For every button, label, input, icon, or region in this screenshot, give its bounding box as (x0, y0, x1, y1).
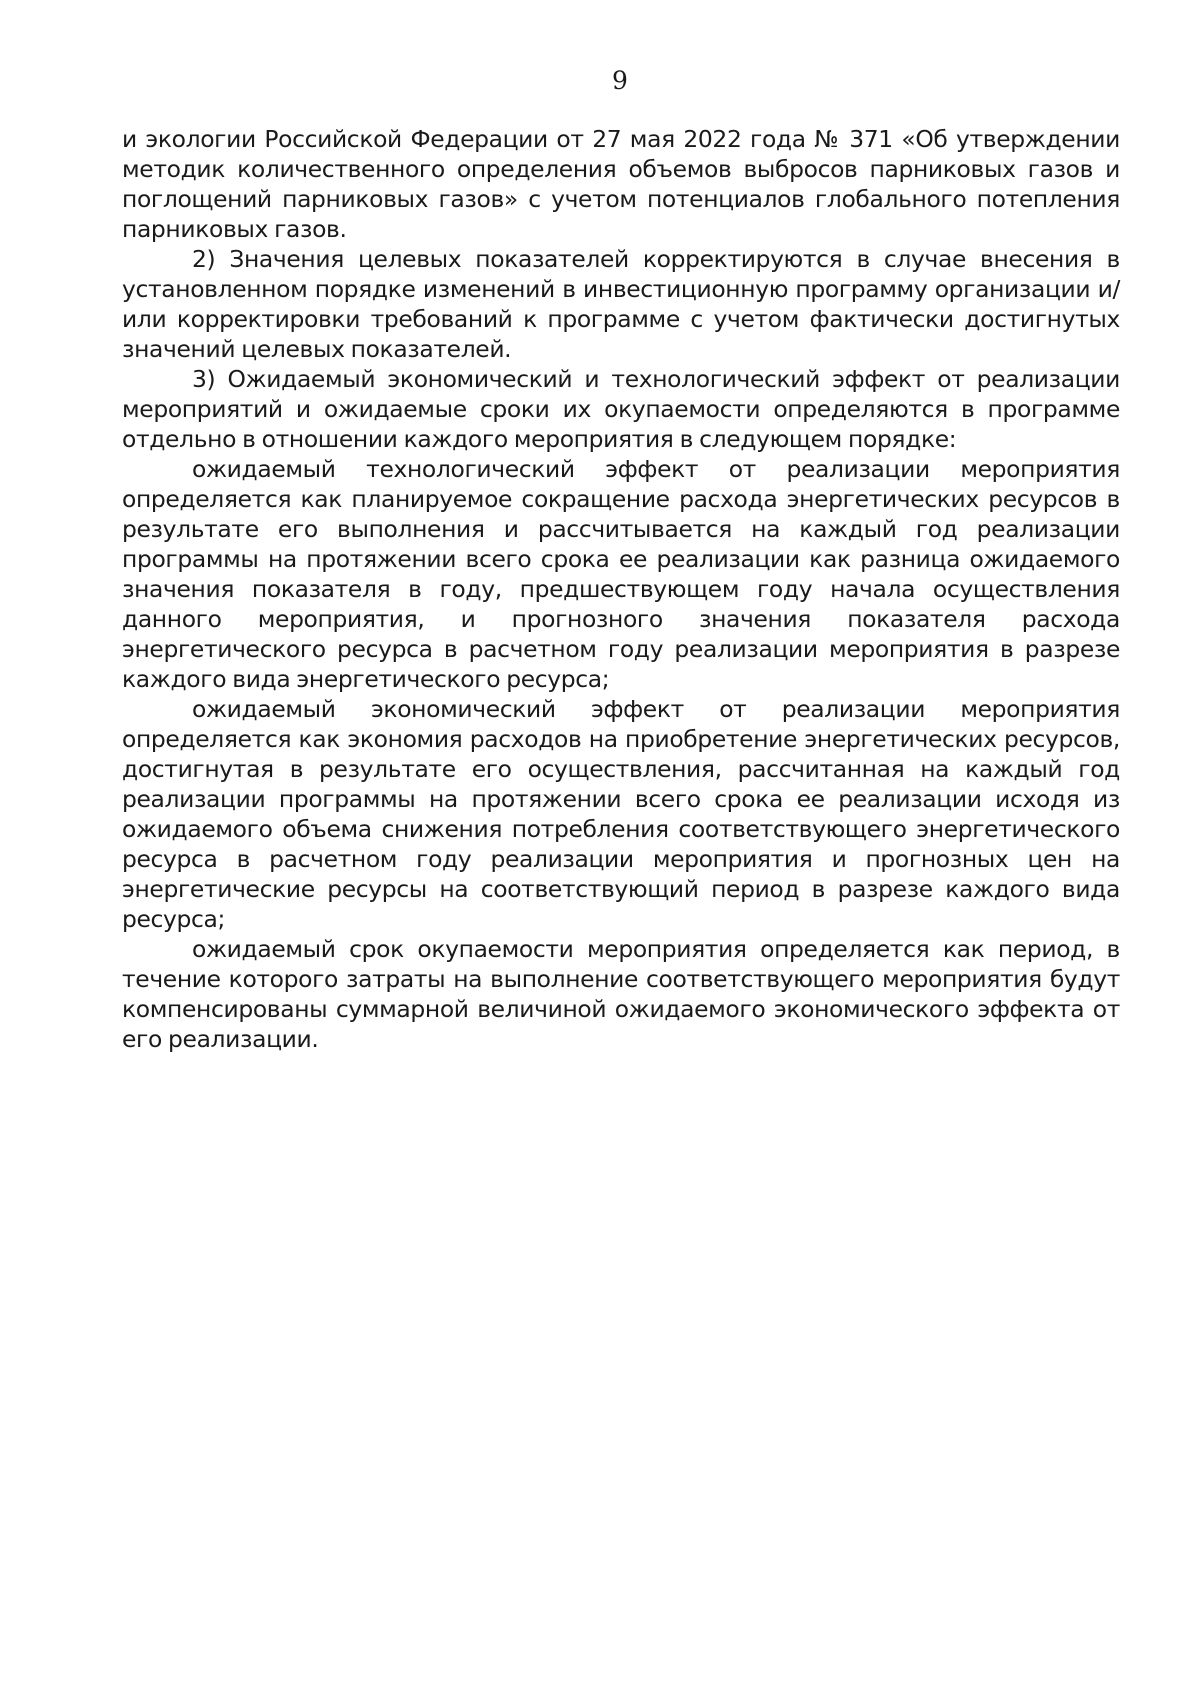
paragraph-item-3: 3) Ожидаемый экономический и технологический эффект от реализации мероприятий и ожидаемые сроки их окупаемости определяются в программе отдельно в отношении каждого мероприятия в следующем порядке: (122, 365, 1120, 453)
paragraph-economic-effect: ожидаемый экономический эффект от реализации мероприятия определяется как экономия расходов на приобретение энергетических ресурсов, достигнутая в результате его осуществления, рассчитанная на каждый год реализации программы на протяжении всего срока ее реализации исходя из ожидаемого объема снижения потребления соответствующего энергетического ресурса в расчетном году реализации мероприятия и прогнозных цен на энергетические ресурсы на соответствующий период в разрезе каждого вида ресурса; (122, 695, 1120, 933)
page-number: 9 (612, 66, 628, 95)
document-body (122, 124, 1120, 1054)
paragraph-continuation: и экологии Российской Федерации от 27 мая 2022 года № 371 «Об утверждении методик количественного определения объемов выбросов парниковых газов и поглощений парниковых газов» с учетом потенциалов глобального потепления парниковых газов. (122, 125, 1120, 243)
paragraph-payback-period: ожидаемый срок окупаемости мероприятия определяется как период, в течение которого затраты на выполнение соответствующего мероприятия будут компенсированы суммарной величиной ожидаемого экономического эффекта от его реализации. (122, 935, 1120, 1053)
paragraph-item-2: 2) Значения целевых показателей корректируются в случае внесения в установленном порядке изменений в инвестиционную программу организации и/или корректировки требований к программе с учетом фактически достигнутых значений целевых показателей. (122, 245, 1120, 363)
paragraph-technological-effect: ожидаемый технологический эффект от реализации мероприятия определяется как планируемое сокращение расхода энергетических ресурсов в результате его выполнения и рассчитывается на каждый год реализации программы на протяжении всего срока ее реализации как разница ожидаемого значения показателя в году, предшествующем году начала осуществления данного мероприятия, и прогнозного значения показателя расхода энергетического ресурса в расчетном году реализации мероприятия в разрезе каждого вида энергетического ресурса; (122, 455, 1120, 693)
